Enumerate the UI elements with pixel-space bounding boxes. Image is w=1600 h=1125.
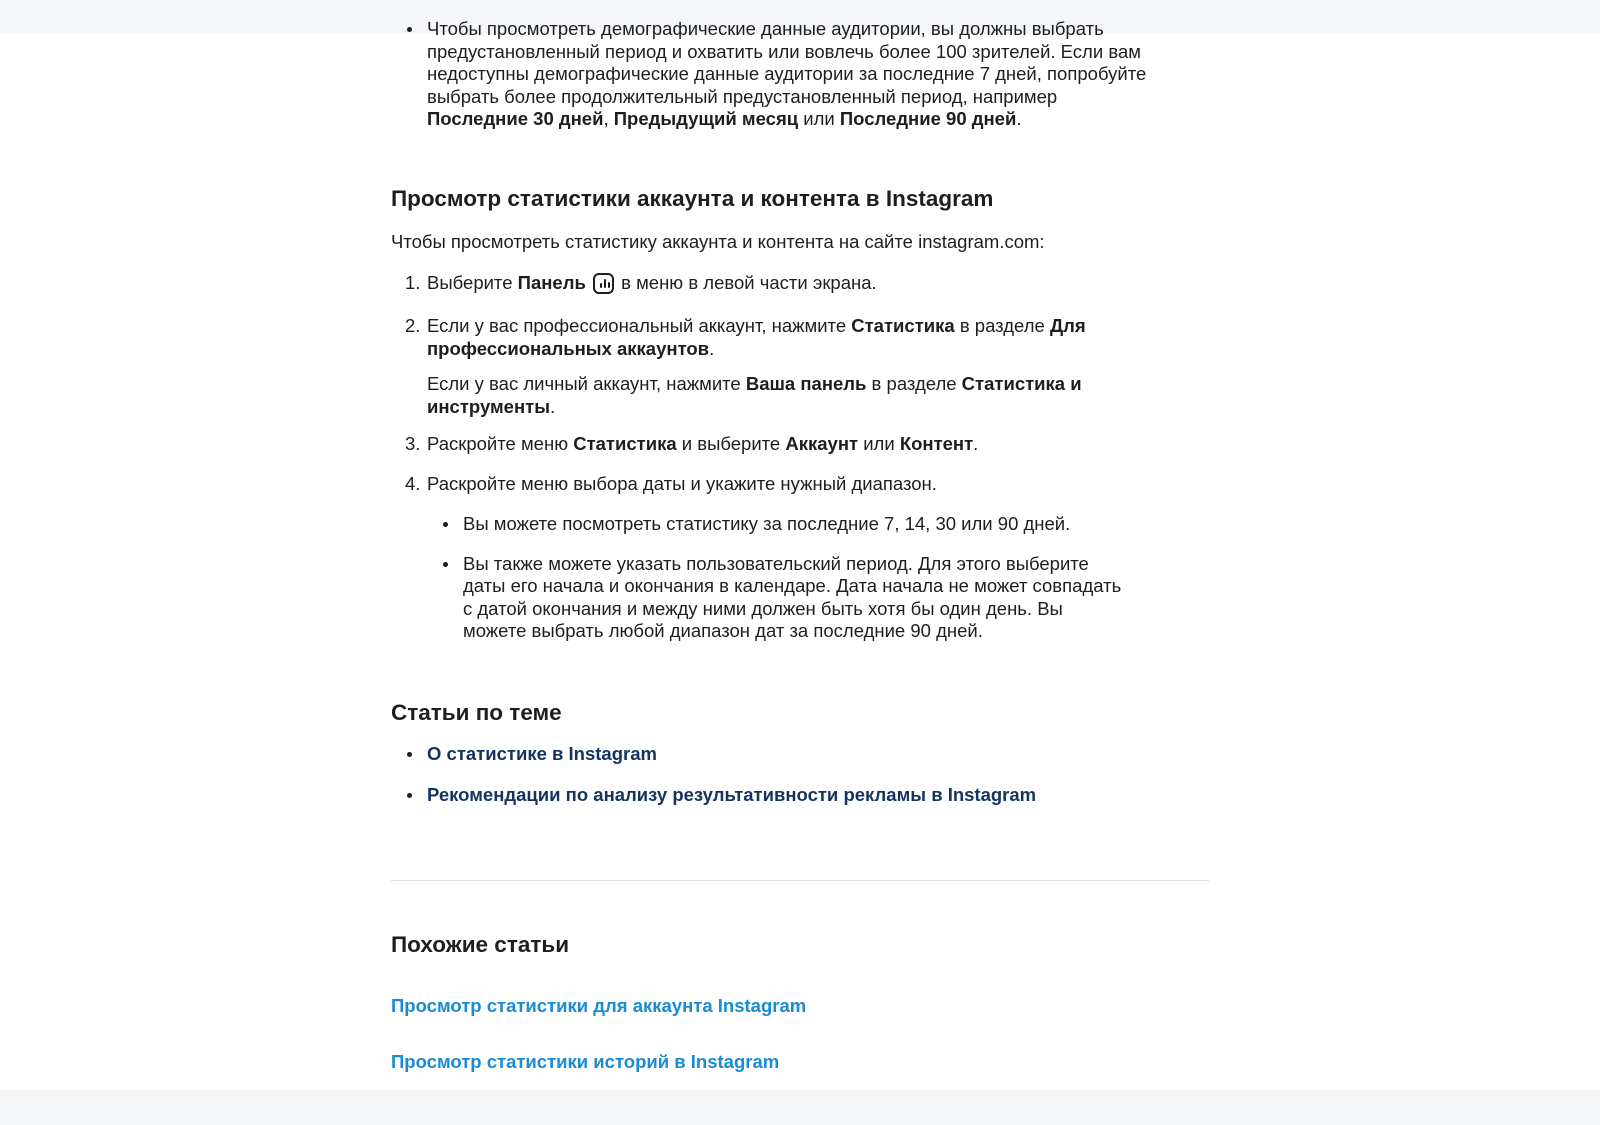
- step-text: Раскройте меню выбора даты и укажите нужный диапазон.: [427, 473, 937, 494]
- intro-line-5: [427, 108, 1191, 131]
- step-2-professional: [427, 315, 1197, 360]
- pro-accounts-label: Для профессиональных аккаунтов: [427, 315, 1086, 359]
- intro-bullet-list: [391, 18, 1191, 131]
- sub-item-text: Вы можете посмотреть статистику за последние 7, 14, 30 или 90 дней.: [463, 513, 1071, 534]
- separator: ,: [603, 108, 614, 129]
- step-1: [391, 272, 1207, 295]
- sub-item-line: можете выбрать любой диапазон дат за последние 90 дней.: [463, 620, 983, 641]
- list-item: [391, 784, 1191, 807]
- sub-item-line: даты его начала и окончания в календаре. Дата начала не может совпадать: [463, 575, 1122, 596]
- sub-item-line: с датой окончания и между ними должен быть хотя бы один день. Вы: [463, 597, 1063, 619]
- content-label: Контент: [899, 433, 974, 454]
- similar-title: Похожие статьи: [391, 932, 570, 957]
- step-text: или: [858, 433, 900, 454]
- your-panel-label: Ваша панель: [745, 373, 867, 394]
- section-title: Просмотр статистики аккаунта и контента в Instagram: [391, 186, 994, 211]
- stats-tools-label: Статистика и инструменты: [427, 373, 1082, 417]
- step-text: в меню в левой части экрана.: [615, 272, 877, 293]
- related-link-ad-performance[interactable]: Рекомендации по анализу результативности рекламы в Instagram: [427, 783, 1037, 805]
- period: .: [709, 337, 715, 359]
- intro-line-2: предустановленный период и охватить или вовлечь более 100 зрителей. Если вам: [427, 40, 1141, 62]
- list-item: [391, 743, 1191, 766]
- related-title: Статьи по теме: [391, 700, 562, 725]
- panel-label: Панель: [517, 272, 586, 293]
- account-label: Аккаунт: [785, 433, 859, 454]
- intro-line-1: Чтобы просмотреть демографические данные аудитории, вы должны выбрать: [427, 18, 1104, 39]
- option-last-90: Последние 90 дней: [839, 108, 1017, 129]
- similar-link-stories-stats[interactable]: Просмотр статистики историй в Instagram: [391, 1051, 780, 1072]
- separator: или: [798, 108, 840, 129]
- option-previous-month: Предыдущий месяц: [613, 108, 799, 129]
- step-text: Раскройте меню: [427, 433, 574, 454]
- similar-link-account-stats[interactable]: Просмотр статистики для аккаунта Instagram: [391, 995, 807, 1016]
- dashboard-chart-icon: [593, 273, 614, 294]
- statistics-label: Статистика: [851, 315, 955, 336]
- step-2: [391, 315, 1197, 418]
- step-4-sub-list: [391, 513, 1191, 643]
- bottom-band: [0, 1090, 1600, 1125]
- step-2-personal: [427, 373, 1197, 418]
- step-4: [391, 473, 1207, 496]
- step-text: Выберите: [427, 272, 518, 293]
- step-text: Если у вас профессиональный аккаунт, нажмите: [427, 315, 852, 336]
- step-number: 3.: [405, 433, 421, 454]
- period: .: [973, 433, 979, 454]
- period: .: [1016, 108, 1022, 129]
- period: .: [550, 395, 556, 417]
- related-links-list: [391, 743, 1191, 806]
- step-text: и выберите: [676, 433, 786, 454]
- list-item: [391, 18, 1191, 131]
- list-item: [391, 513, 1191, 536]
- step-number: 2.: [405, 315, 421, 336]
- divider: [391, 880, 1209, 881]
- intro-line-3: недоступны демографические данные аудитории за последние 7 дней, попробуйте: [427, 63, 1147, 84]
- step-text: в разделе: [866, 373, 962, 394]
- step-text: Если у вас личный аккаунт, нажмите: [427, 373, 746, 394]
- section-intro: Чтобы просмотреть статистику аккаунта и контента на сайте instagram.com:: [391, 231, 1045, 252]
- intro-line-4: выбрать более продолжительный предустановленный период, например: [427, 85, 1058, 107]
- article-content: [391, 0, 1211, 1090]
- step-3: [391, 433, 1207, 456]
- list-item: [391, 553, 1191, 643]
- related-link-about-stats[interactable]: О статистике в Instagram: [427, 743, 657, 764]
- step-text: в разделе: [954, 315, 1050, 336]
- statistics-label: Статистика: [573, 433, 677, 454]
- step-number: 4.: [405, 473, 421, 494]
- step-number: 1.: [405, 272, 421, 293]
- sub-item-line: Вы также можете указать пользовательский период. Для этого выберите: [463, 552, 1089, 574]
- option-last-30: Последние 30 дней: [427, 108, 604, 129]
